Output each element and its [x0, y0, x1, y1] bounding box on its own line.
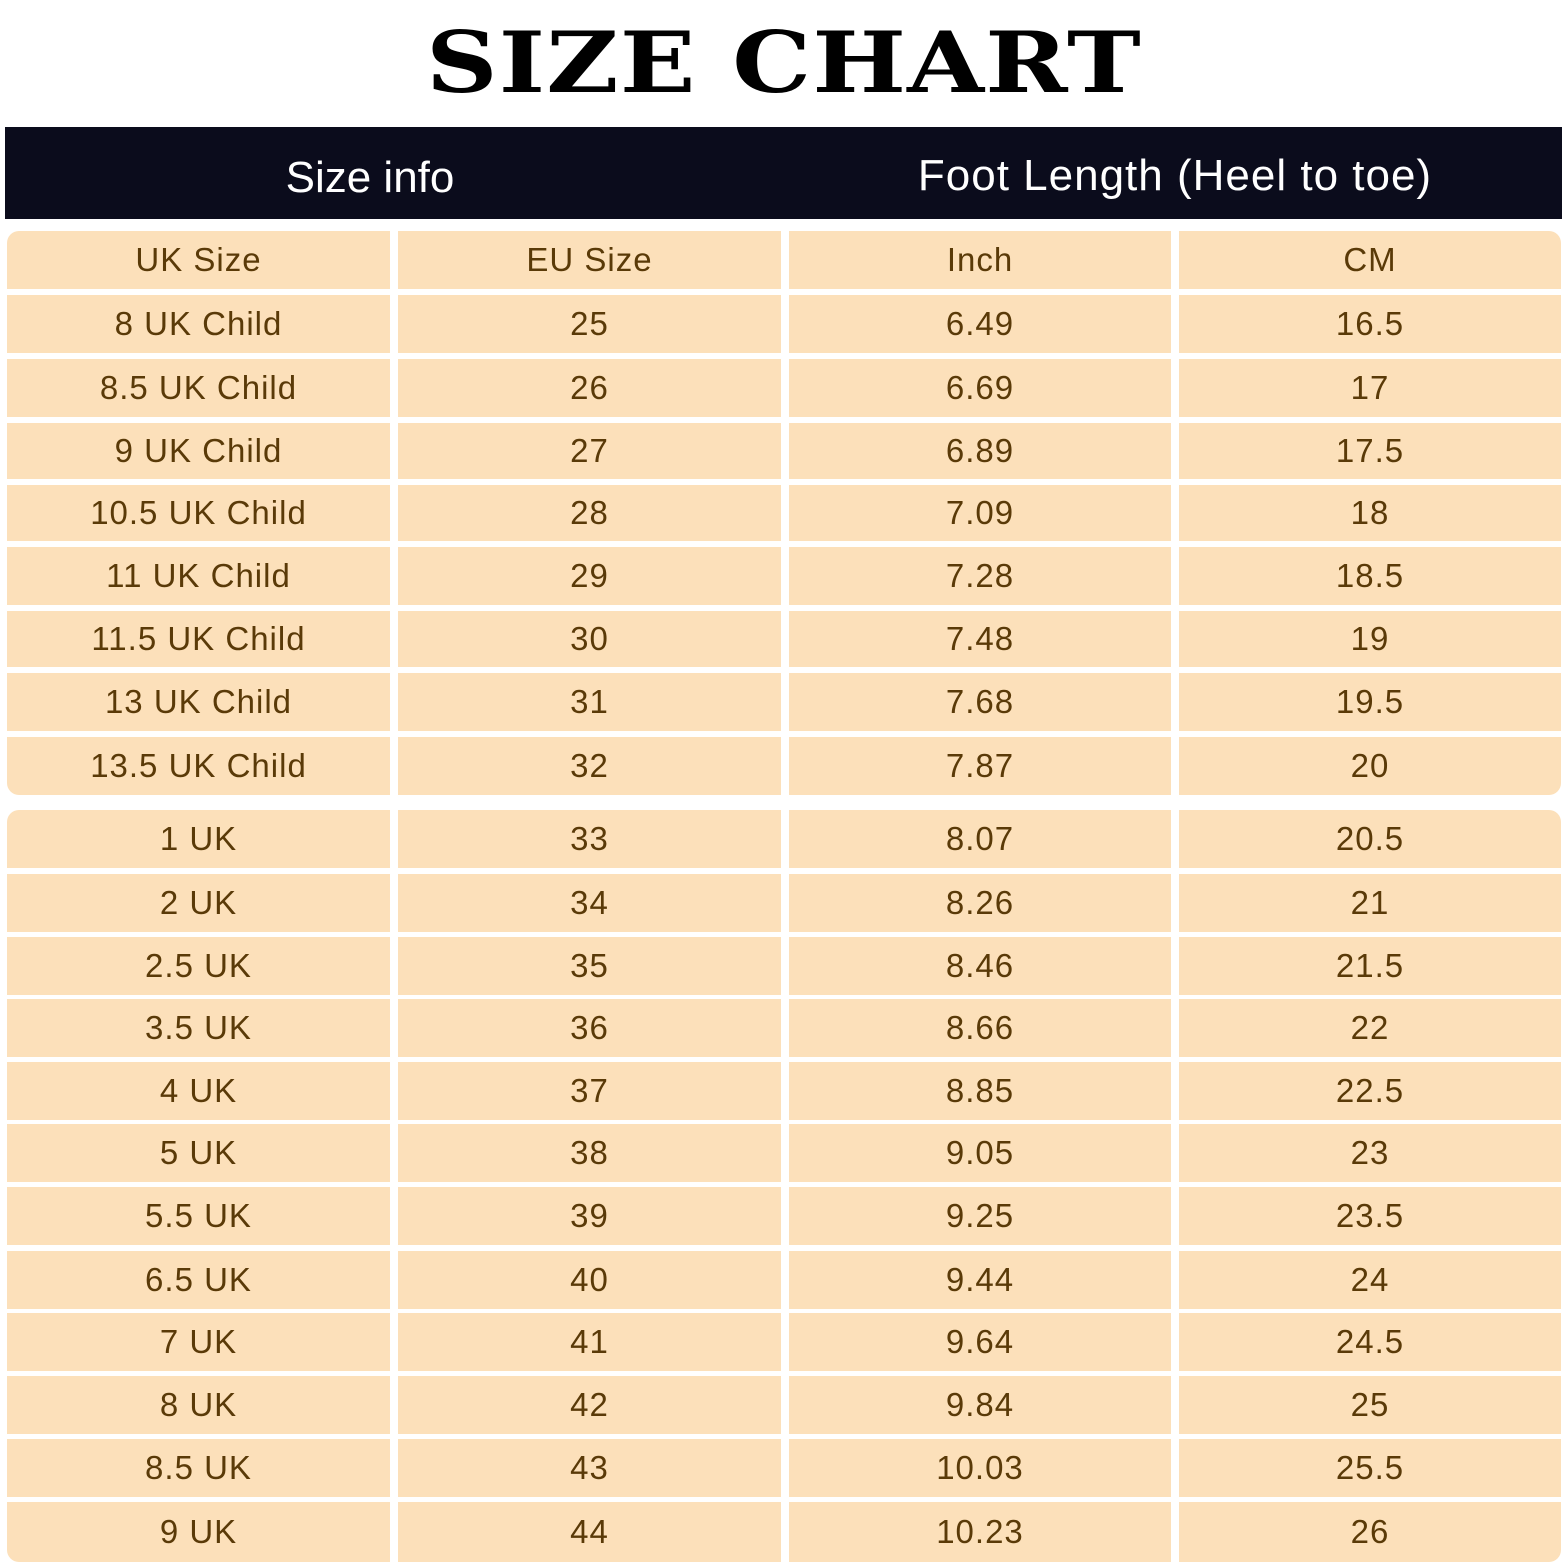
eu-size-cell: 38 [398, 1124, 781, 1182]
table-row [7, 359, 1561, 417]
column-header-inch: Inch [789, 231, 1171, 289]
inch-cell: 8.07 [789, 810, 1171, 868]
cm-cell: 21.5 [1179, 937, 1561, 995]
uk-size-cell: 13.5 UK Child [7, 737, 390, 795]
header-foot-length: Foot Length (Heel to toe) [917, 151, 1433, 200]
column-header-row [7, 231, 1561, 289]
eu-size-cell: 37 [398, 1062, 781, 1120]
cm-cell: 16.5 [1179, 295, 1561, 353]
inch-cell: 8.26 [789, 874, 1171, 932]
cm-cell: 22 [1179, 999, 1561, 1057]
table-row [7, 1062, 1561, 1120]
eu-size-cell: 40 [398, 1251, 781, 1309]
eu-size-cell: 27 [398, 423, 781, 479]
inch-cell: 8.46 [789, 937, 1171, 995]
eu-size-cell: 32 [398, 737, 781, 795]
table-row [7, 1124, 1561, 1182]
inch-cell: 9.05 [789, 1124, 1171, 1182]
header-size-info: Size info [285, 153, 455, 202]
table-row [7, 737, 1561, 795]
uk-size-cell: 3.5 UK [7, 999, 390, 1057]
inch-cell: 6.69 [789, 359, 1171, 417]
table-row [7, 937, 1561, 995]
table-row [7, 547, 1561, 605]
table-row [7, 673, 1561, 731]
uk-size-cell: 7 UK [7, 1313, 390, 1371]
inch-cell: 10.03 [789, 1439, 1171, 1497]
eu-size-cell: 43 [398, 1439, 781, 1497]
uk-size-cell: 11.5 UK Child [7, 611, 390, 667]
uk-size-cell: 13 UK Child [7, 673, 390, 731]
uk-size-cell: 11 UK Child [7, 547, 390, 605]
uk-size-cell: 5 UK [7, 1124, 390, 1182]
table-row [7, 1376, 1561, 1434]
eu-size-cell: 29 [398, 547, 781, 605]
inch-cell: 9.25 [789, 1187, 1171, 1245]
inch-cell: 10.23 [789, 1502, 1171, 1562]
cm-cell: 17 [1179, 359, 1561, 417]
eu-size-cell: 31 [398, 673, 781, 731]
uk-size-cell: 8 UK Child [7, 295, 390, 353]
eu-size-cell: 39 [398, 1187, 781, 1245]
eu-size-cell: 42 [398, 1376, 781, 1434]
uk-size-cell: 8.5 UK Child [7, 359, 390, 417]
eu-size-cell: 36 [398, 999, 781, 1057]
cm-cell: 18.5 [1179, 547, 1561, 605]
eu-size-cell: 33 [398, 810, 781, 868]
eu-size-cell: 41 [398, 1313, 781, 1371]
table-row [7, 1187, 1561, 1245]
uk-size-cell: 1 UK [7, 810, 390, 868]
uk-size-cell: 2 UK [7, 874, 390, 932]
uk-size-cell: 5.5 UK [7, 1187, 390, 1245]
inch-cell: 6.49 [789, 295, 1171, 353]
table-row [7, 999, 1561, 1057]
column-header-eu-size: EU Size [398, 231, 781, 289]
table-row [7, 1313, 1561, 1371]
inch-cell: 7.48 [789, 611, 1171, 667]
table-row [7, 485, 1561, 541]
uk-size-cell: 9 UK [7, 1502, 390, 1562]
cm-cell: 19.5 [1179, 673, 1561, 731]
cm-cell: 20 [1179, 737, 1561, 795]
eu-size-cell: 25 [398, 295, 781, 353]
eu-size-cell: 28 [398, 485, 781, 541]
cm-cell: 23 [1179, 1124, 1561, 1182]
eu-size-cell: 35 [398, 937, 781, 995]
size-table-adult [7, 810, 1561, 1562]
cm-cell: 20.5 [1179, 810, 1561, 868]
cm-cell: 21 [1179, 874, 1561, 932]
cm-cell: 26 [1179, 1502, 1561, 1562]
page-title: SIZE CHART [425, 13, 1143, 112]
uk-size-cell: 8.5 UK [7, 1439, 390, 1497]
inch-cell: 7.28 [789, 547, 1171, 605]
cm-cell: 17.5 [1179, 423, 1561, 479]
cm-cell: 25 [1179, 1376, 1561, 1434]
table-row [7, 810, 1561, 868]
cm-cell: 24 [1179, 1251, 1561, 1309]
size-table-child [7, 231, 1561, 795]
uk-size-cell: 8 UK [7, 1376, 390, 1434]
cm-cell: 24.5 [1179, 1313, 1561, 1371]
cm-cell: 18 [1179, 485, 1561, 541]
table-row [7, 1439, 1561, 1497]
inch-cell: 8.66 [789, 999, 1171, 1057]
cm-cell: 23.5 [1179, 1187, 1561, 1245]
eu-size-cell: 34 [398, 874, 781, 932]
column-header-uk-size: UK Size [7, 231, 390, 289]
inch-cell: 6.89 [789, 423, 1171, 479]
table-row [7, 611, 1561, 667]
table-row [7, 874, 1561, 932]
table-row [7, 423, 1561, 479]
table-row [7, 1502, 1561, 1562]
uk-size-cell: 6.5 UK [7, 1251, 390, 1309]
inch-cell: 9.44 [789, 1251, 1171, 1309]
eu-size-cell: 30 [398, 611, 781, 667]
uk-size-cell: 4 UK [7, 1062, 390, 1120]
uk-size-cell: 2.5 UK [7, 937, 390, 995]
column-header-cm: CM [1179, 231, 1561, 289]
eu-size-cell: 44 [398, 1502, 781, 1562]
table-row [7, 1251, 1561, 1309]
eu-size-cell: 26 [398, 359, 781, 417]
cm-cell: 19 [1179, 611, 1561, 667]
inch-cell: 9.84 [789, 1376, 1171, 1434]
uk-size-cell: 10.5 UK Child [7, 485, 390, 541]
cm-cell: 22.5 [1179, 1062, 1561, 1120]
inch-cell: 9.64 [789, 1313, 1171, 1371]
inch-cell: 8.85 [789, 1062, 1171, 1120]
inch-cell: 7.68 [789, 673, 1171, 731]
uk-size-cell: 9 UK Child [7, 423, 390, 479]
inch-cell: 7.09 [789, 485, 1171, 541]
cm-cell: 25.5 [1179, 1439, 1561, 1497]
inch-cell: 7.87 [789, 737, 1171, 795]
table-row [7, 295, 1561, 353]
